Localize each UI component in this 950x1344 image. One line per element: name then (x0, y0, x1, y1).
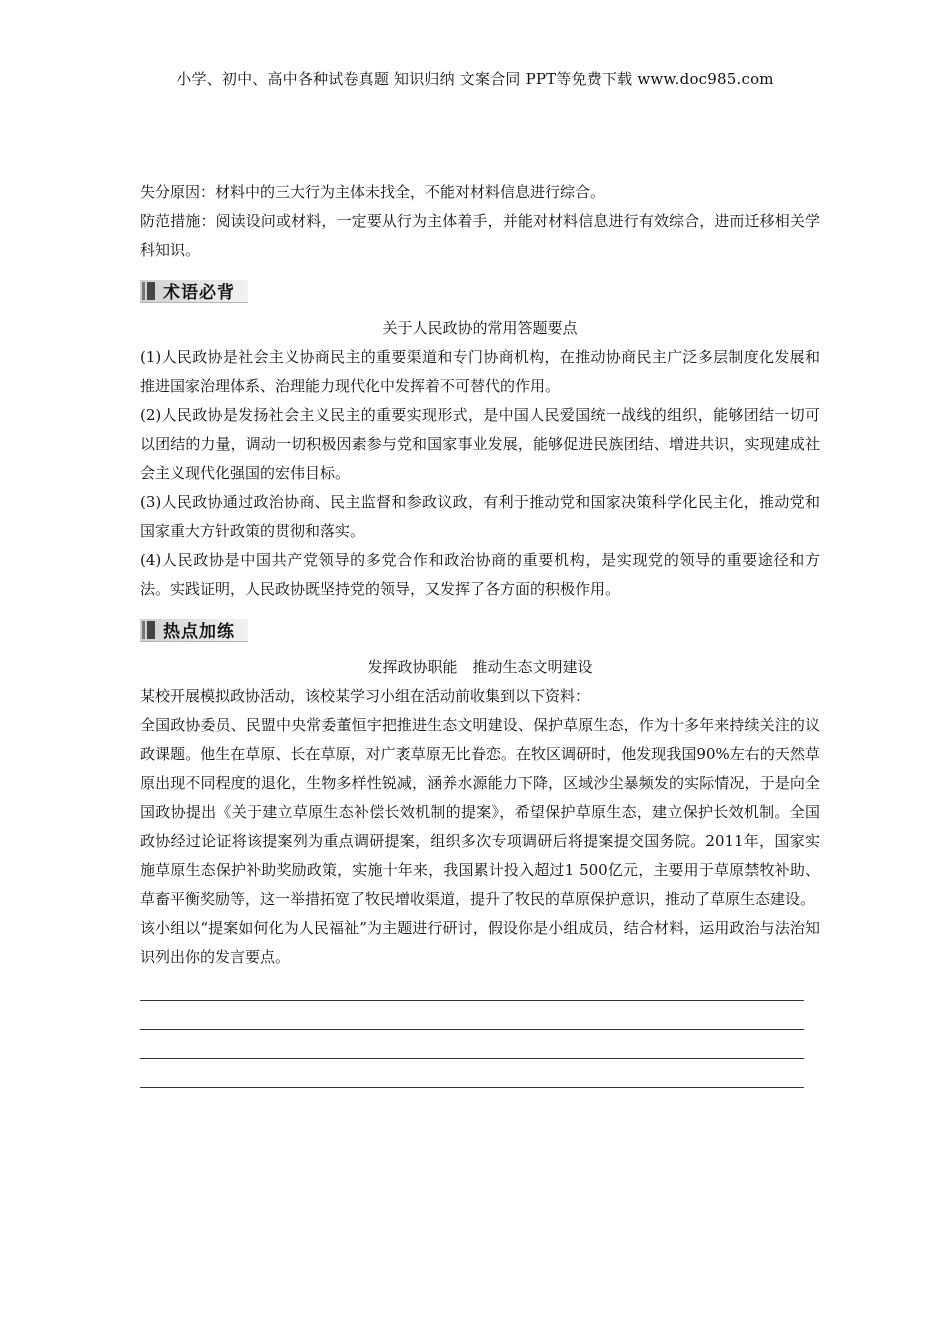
practice-section-tag (140, 618, 820, 642)
document-body (140, 178, 820, 1088)
practice-intro: 某校开展模拟政协活动，该校某学习小组在活动前收集到以下资料： (140, 687, 591, 705)
page-header: 小学、初中、高中各种试卷真题 知识归纳 文案合同 PPT等免费下载 www.doc985.com (176, 70, 774, 88)
term-point-1: (1)人民政协是社会主义协商民主的重要渠道和专门协商机构，在推动协商民主广泛多层制度化发展和推进国家治理体系、治理能力现代化中发挥着不可替代的作用。 (140, 348, 820, 395)
prevention-measure: 防范措施：阅读设问或材料，一定要从行为主体着手，并能对材料信息进行有效综合，进而迁移相关学科知识。 (140, 212, 820, 259)
practice-title: 发挥政协职能 推动生态文明建设 (367, 658, 593, 676)
term-point-3: (3)人民政协通过政治协商、民主监督和参政议政，有利于推动党和国家决策科学化民主化，推动党和国家重大方针政策的贯彻和落实。 (140, 493, 820, 540)
tag-bar (140, 619, 248, 642)
tag-mark-icon (142, 621, 157, 639)
practice-question: 该小组以“提案如何化为人民福祉”为主题进行研讨，假设你是小组成员，结合材料，运用政治与法治知识列出你的发言要点。 (140, 919, 820, 966)
terms-title: 关于人民政协的常用答题要点 (382, 319, 578, 337)
answer-area[interactable] (140, 1000, 820, 1088)
answer-line[interactable] (140, 1029, 804, 1030)
terms-section-label: 术语必背 (163, 283, 235, 303)
error-reason: 失分原因：材料中的三大行为主体未找全，不能对材料信息进行综合。 (140, 183, 606, 201)
terms-section-tag (140, 279, 820, 303)
practice-material: 全国政协委员、民盟中央常委董恒宇把推进生态文明建设、保护草原生态，作为十多年来持续关注的议政课题。他生在草原、长在草原，对广袤草原无比眷恋。在牧区调研时，他发现我国90%左右的天然草原出现不同程度的退化，生物多样性锐减，涵养水源能力下降，区域沙尘暴频发的实际情况，于是向全国政协提出《关于建立草原生态补偿长效机制的提案》，希望保护草原生态，建立保护长效机制。全国政协经过论证将该提案列为重点调研提案，组织多次专项调研后将提案提交国务院。2011年，国家实施草原生态保护补助奖励政策，实施十年来，我国累计投入超过1 500亿元，主要用于草原禁牧补助、草畜平衡奖励等，这一举措拓宽了牧民增收渠道，提升了牧民的草原保护意识，推动了草原生态建设。 (140, 716, 820, 908)
answer-line[interactable] (140, 1087, 804, 1088)
tag-mark-icon (142, 282, 157, 300)
term-point-2: (2)人民政协是发扬社会主义民主的重要实现形式，是中国人民爱国统一战线的组织，能够团结一切可以团结的力量，调动一切积极因素参与党和国家事业发展，能够促进民族团结、增进共识，实现建成社会主义现代化强国的宏伟目标。 (140, 406, 820, 482)
answer-line[interactable] (140, 1058, 804, 1059)
term-point-4: (4)人民政协是中国共产党领导的多党合作和政治协商的重要机构，是实现党的领导的重要途径和方法。实践证明，人民政协既坚持党的领导，又发挥了各方面的积极作用。 (140, 551, 820, 598)
tag-bar (140, 280, 248, 303)
practice-section-label: 热点加练 (163, 622, 235, 642)
answer-line[interactable] (140, 1000, 804, 1001)
